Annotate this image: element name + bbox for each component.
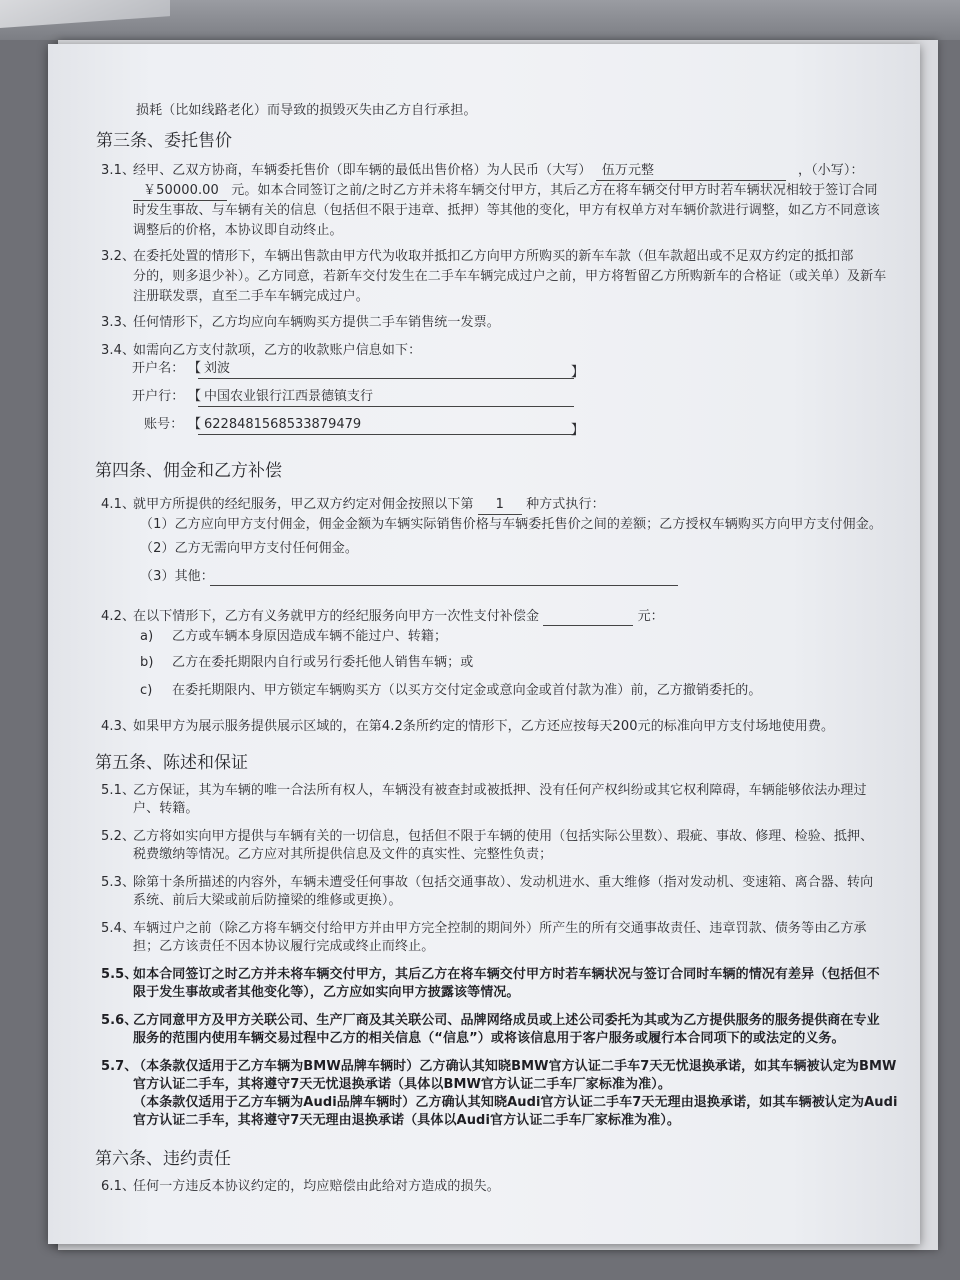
clause-5-4-number: 5.4、 [101, 921, 136, 936]
price-uppercase-field: 伍万元整 [596, 162, 786, 181]
clause-4-3-line1: 如果甲方为展示服务提供展示区域的，在第4.2条所约定的情形下，乙方还应按每天200元的标准向甲方支付场地使用费。 [133, 719, 835, 734]
carryover-line: 损耗（比如线路老化）而导致的损毁灭失由乙方自行承担。 [136, 103, 477, 118]
section-6-heading: 第六条、违约责任 [95, 1149, 231, 1169]
clause-5-7-line2: 官方认证二手车，其将遵守7天无忧退换承诺（具体以BMW官方认证二手车厂家标准为准）。 [133, 1077, 671, 1092]
bank-label: 开户行： [132, 389, 185, 404]
clause-4-3-number: 4.3、 [101, 719, 136, 734]
clause-5-7-number: 5.7、 [101, 1059, 138, 1074]
clause-3-2-number: 3.2、 [101, 249, 136, 264]
clause-6-1-line1: 任何一方违反本协议约定的，均应赔偿由此给对方造成的损失。 [133, 1179, 500, 1194]
clause-5-4-line2: 担；乙方该责任不因本协议履行完成或终止而终止。 [133, 939, 435, 954]
clause-3-1-line2 [133, 182, 878, 201]
clause-5-3-line2: 系统、前后大梁或前后防撞梁的维修或更换）。 [133, 893, 402, 908]
section-4-heading: 第四条、佣金和乙方补偿 [95, 461, 282, 481]
clause-4-1-number: 4.1、 [101, 497, 136, 512]
clause-5-1-number: 5.1、 [101, 783, 136, 798]
clause-5-1-line1: 乙方保证，其为车辆的唯一合法所有权人，车辆没有被查封或被抵押、没有任何产权纠纷或其它权利障碍，车辆能够依法办理过 [133, 783, 867, 798]
clause-5-6-number: 5.6、 [101, 1013, 138, 1028]
payee-right-bracket: 】 [571, 365, 585, 380]
clause-5-4-line1: 车辆过户之前（除乙方将车辆交付给甲方并由甲方完全控制的期间外）所产生的所有交通事故责任、违章罚款、债务等由乙方承 [133, 921, 867, 936]
clause-5-2-number: 5.2、 [101, 829, 136, 844]
clause-5-7-line1: （本条款仅适用于乙方车辆为BMW品牌车辆时）乙方确认其知晓BMW官方认证二手车7天无忧退换承诺，如其车辆被认定为BMW [133, 1059, 897, 1074]
bank-name-field: 中国农业银行江西景德镇支行 [198, 388, 574, 407]
account-right-bracket: 】 [571, 423, 585, 438]
clause-4-1-text-b: 种方式执行： [526, 497, 605, 512]
clause-5-7-line3: （本条款仅适用于乙方车辆为Audi品牌车辆时）乙方确认其知晓Audi官方认证二手车7天无理由退换承诺，如其车辆被认定为Audi [133, 1095, 898, 1110]
clause-3-1-line4: 调整后的价格，本协议即自动终止。 [133, 223, 343, 238]
clause-3-1-text-c: 元。如本合同签订之前/之时乙方并未将车辆交付甲方，其后乙方在将车辆交付甲方时若车辆状况相较于签订合同 [231, 183, 878, 198]
clause-3-1-text-b: ，（小写）： [797, 163, 864, 178]
clause-3-2-line3: 注册联发票，直至二手车车辆完成过户。 [133, 289, 369, 304]
clause-3-1-line3: 时发生事故、与车辆有关的信息（包括但不限于违章、抵押）等其他的变化，甲方有权单方对车辆价款进行调整，如乙方不同意该 [133, 203, 880, 218]
clause-3-1-text-a: 经甲、乙双方协商，车辆委托售价（即车辆的最低出售价格）为人民币（大写） [133, 163, 592, 178]
clause-3-1-line1 [133, 162, 864, 181]
account-label: 账号： [144, 417, 184, 432]
compensation-amount-field [543, 609, 633, 626]
clause-5-6-line2: 服务的范围内使用车辆交易过程中乙方的相关信息（“信息”）或将该信息用于客户服务或履行本合同项下的或法定的义务。 [133, 1031, 845, 1046]
clause-4-2-number: 4.2、 [101, 609, 136, 624]
payee-left-bracket: 【 [188, 361, 202, 376]
section-3-heading: 第三条、委托售价 [96, 131, 232, 151]
clause-5-3-line1: 除第十条所描述的内容外，车辆未遭受任何事故（包括交通事故）、发动机进水、重大维修（指对发动机、变速箱、离合器、转向 [133, 875, 874, 890]
clause-5-6-line1: 乙方同意甲方及甲方关联公司、生产厂商及其关联公司、品牌网络成员或上述公司委托为其或为乙方提供服务的服务提供商在专业 [133, 1013, 880, 1028]
clause-3-2-line2: 分的，则多退少补）。乙方同意，若新车交付发生在二手车车辆完成过户之前，甲方将暂留乙方所购新车的合格证（或关单）及新车 [133, 269, 887, 284]
item-a-text: 乙方或车辆本身原因造成车辆不能过户、转籍； [172, 629, 448, 644]
clause-3-3-line1: 任何情形下，乙方均应向车辆购买方提供二手车销售统一发票。 [133, 315, 500, 330]
contract-page [48, 44, 920, 1244]
clause-4-2-text-a: 在以下情形下，乙方有义务就甲方的经纪服务向甲方一次性支付补偿金 [133, 609, 540, 624]
item-a-label: a) [140, 629, 154, 644]
clause-5-2-line2: 税费缴纳等情况。乙方应对其所提供信息及文件的真实性、完整性负责； [133, 847, 553, 862]
clause-5-5-line2: 限于发生事故或者其他变化等），乙方应如实向甲方披露该等情况。 [133, 985, 520, 1000]
bank-left-bracket: 【 [188, 389, 202, 404]
clause-3-1-number: 3.1、 [101, 163, 136, 178]
section-5-heading: 第五条、陈述和保证 [95, 753, 248, 773]
commission-option-field: 1 [478, 496, 522, 515]
clause-4-2-text-b: 元： [637, 609, 664, 624]
clause-5-5-line1: 如本合同签订之时乙方并未将车辆交付甲方，其后乙方在将车辆交付甲方时若车辆状况与签订合同时车辆的情况有差异（包括但不 [133, 967, 880, 982]
clause-5-5-number: 5.5、 [101, 967, 138, 982]
clause-6-1-number: 6.1、 [101, 1179, 136, 1194]
clause-3-3-number: 3.3、 [101, 315, 136, 330]
price-lowercase-field: ￥50000.00 [133, 182, 227, 201]
item-c-label: c) [140, 683, 153, 698]
commission-other-line [210, 585, 678, 586]
item-b-label: b) [140, 655, 154, 670]
commission-option-1: （1）乙方应向甲方支付佣金，佣金金额为车辆实际销售价格与车辆委托售价之间的差额；乙方授权车辆购买方向甲方支付佣金。 [140, 517, 882, 532]
clause-4-2-line1 [133, 608, 664, 626]
commission-option-3: （3）其他： [140, 569, 214, 584]
item-b-text: 乙方在委托期限内自行或另行委托他人销售车辆；或 [172, 655, 474, 670]
item-c-text: 在委托期限内、甲方锁定车辆购买方（以买方交付定金或意向金或首付款为准）前，乙方撤销委托的。 [172, 683, 762, 698]
clause-5-1-line2: 户、转籍。 [133, 801, 199, 816]
clause-3-4-line1: 如需向乙方支付款项，乙方的收款账户信息如下： [133, 343, 422, 358]
account-left-bracket: 【 [188, 417, 202, 432]
clause-5-7-line4: 官方认证二手车，其将遵守7天无理由退换承诺（具体以Audi官方认证二手车厂家标准为准）。 [133, 1113, 681, 1128]
clause-3-4-number: 3.4、 [101, 343, 136, 358]
clause-3-2-line1: 在委托处置的情形下，车辆出售款由甲方代为收取并抵扣乙方向甲方所购买的新车车款（但车款超出或不足双方约定的抵扣部 [133, 249, 854, 264]
clause-5-2-line1: 乙方将如实向甲方提供与车辆有关的一切信息，包括但不限于车辆的使用（包括实际公里数）、瑕疵、事故、修理、检验、抵押、 [133, 829, 874, 844]
clause-4-1-line1 [133, 496, 605, 515]
clause-5-3-number: 5.3、 [101, 875, 136, 890]
account-number-field: 6228481568533879479 [198, 416, 574, 435]
clause-4-1-text-a: 就甲方所提供的经纪服务，甲乙双方约定对佣金按照以下第 [133, 497, 474, 512]
payee-label: 开户名： [132, 361, 185, 376]
commission-option-2: （2）乙方无需向甲方支付任何佣金。 [140, 541, 358, 556]
payee-name-field: 刘波 [198, 360, 574, 379]
